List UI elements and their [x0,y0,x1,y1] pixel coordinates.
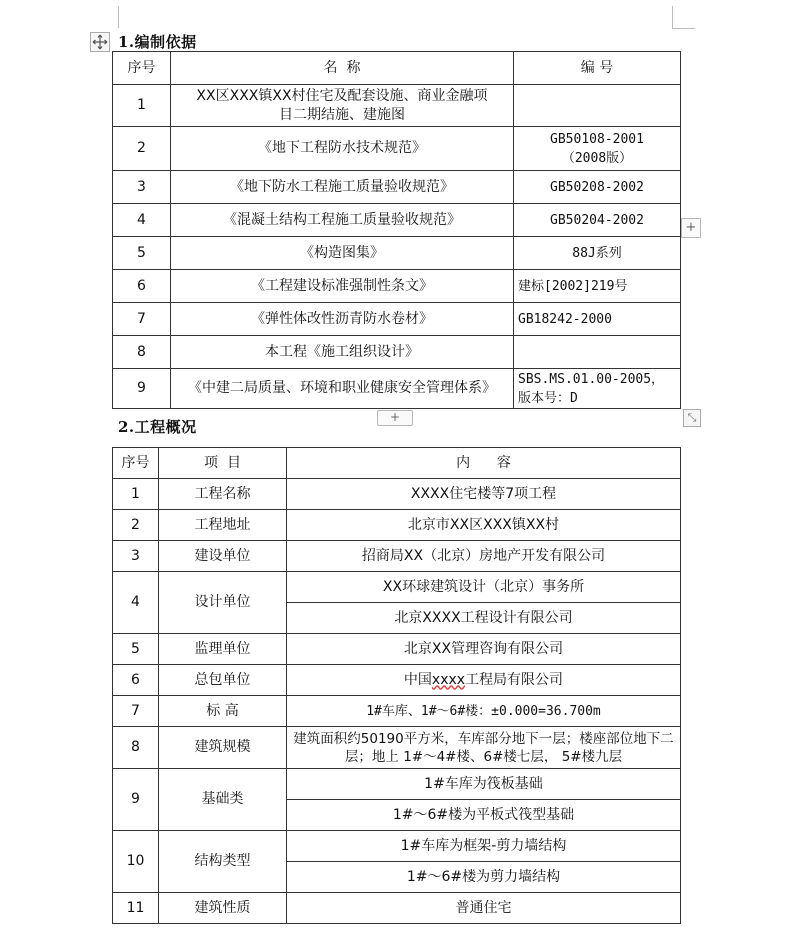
header-cell: 名 称 [171,52,514,85]
document-code: GB50108-2001（2008版） [514,127,681,171]
table-row [113,634,681,665]
row-number: 5 [113,237,171,270]
table-row [113,541,681,572]
document-name: 本工程《施工组织设计》 [171,336,514,369]
table-row [113,127,681,171]
document-code: SBS.MS.01.00-2005，版本号：D [514,369,681,409]
row-number: 11 [113,893,159,924]
item-content: 北京XX管理咨询有限公司 [287,634,681,665]
table-row [113,665,681,696]
document-code [514,85,681,127]
row-number: 8 [113,336,171,369]
item-label: 结构类型 [159,831,287,893]
header-cell: 序号 [113,448,159,479]
row-number: 3 [113,541,159,572]
basis-table [112,51,681,409]
item-content: 1#～6#楼为平板式筏型基础 [287,800,681,831]
item-label: 标 高 [159,696,287,727]
header-cell: 编 号 [514,52,681,85]
table-row [113,85,681,127]
row-number: 3 [113,171,171,204]
add-column-button[interactable]: + [681,218,701,238]
row-number: 8 [113,727,159,769]
table-row [113,171,681,204]
content-prefix: 中国 [403,671,432,688]
table-header-row [113,448,681,479]
row-number: 1 [113,479,159,510]
row-number: 4 [113,204,171,237]
item-label: 建设单位 [159,541,287,572]
item-content: XXXX住宅楼等7项工程 [287,479,681,510]
item-label: 建筑规模 [159,727,287,769]
table-row [113,769,681,800]
item-content: 普通住宅 [287,893,681,924]
table-row [113,572,681,603]
item-label: 设计单位 [159,572,287,634]
table-row [113,510,681,541]
item-label: 建筑性质 [159,893,287,924]
document-name: 《混凝土结构工程施工质量验收规范》 [171,204,514,237]
table-row [113,479,681,510]
header-cell: 序号 [113,52,171,85]
move-arrows-icon [91,33,109,51]
add-row-button[interactable]: + [377,410,413,426]
document-code: GB18242-2000 [514,303,681,336]
item-content [287,665,681,696]
item-content: 1#车库为筏板基础 [287,769,681,800]
item-label: 基础类 [159,769,287,831]
item-content: 北京XXXX工程设计有限公司 [287,603,681,634]
section1-heading: 1.编制依据 [118,33,197,51]
row-number: 1 [113,85,171,127]
item-content: XX环球建筑设计（北京）事务所 [287,572,681,603]
document-name: 《工程建设标准强制性条文》 [171,270,514,303]
header-cell: 项 目 [159,448,287,479]
row-number: 5 [113,634,159,665]
item-content: 1#～6#楼为剪力墙结构 [287,862,681,893]
table-row [113,893,681,924]
table-move-handle[interactable] [90,32,110,52]
document-name: 《构造图集》 [171,237,514,270]
row-number: 7 [113,696,159,727]
row-number: 6 [113,270,171,303]
table-row [113,336,681,369]
row-number: 7 [113,303,171,336]
row-number: 2 [113,510,159,541]
row-number: 2 [113,127,171,171]
item-label: 总包单位 [159,665,287,696]
row-number: 9 [113,369,171,409]
row-number: 10 [113,831,159,893]
item-label: 工程名称 [159,479,287,510]
header-cell: 内 容 [287,448,681,479]
page-corner-top-right [672,6,695,29]
table-row [113,727,681,769]
table-resize-handle[interactable]: ⤡ [683,409,701,427]
page-corner-top-left [118,6,119,28]
item-content: 北京市XX区XXX镇XX村 [287,510,681,541]
table-row [113,369,681,409]
table-row [113,303,681,336]
content-suffix: 工程局有限公司 [465,671,564,688]
document-name: XX区XXX镇XX村住宅及配套设施、商业金融项目二期结施、建施图 [171,85,514,127]
document-name: 《中建二局质量、环境和职业健康安全管理体系》 [171,369,514,409]
item-content: 建筑面积约50190平方米，车库部分地下一层；楼座部位地下二层；地上 1#～4#楼、6#楼七层， 5#楼九层 [287,727,681,769]
table-header-row [113,52,681,85]
document-code [514,336,681,369]
document-name: 《地下工程防水技术规范》 [171,127,514,171]
document-code: 88J系列 [514,237,681,270]
document-name: 《地下防水工程施工质量验收规范》 [171,171,514,204]
row-number: 9 [113,769,159,831]
item-content: 1#车库为框架-剪力墙结构 [287,831,681,862]
table-row [113,831,681,862]
item-label: 监理单位 [159,634,287,665]
row-number: 6 [113,665,159,696]
document-code: 建标[2002]219号 [514,270,681,303]
document-code: GB50208-2002 [514,171,681,204]
row-number: 4 [113,572,159,634]
item-label: 工程地址 [159,510,287,541]
table-row [113,204,681,237]
section2-heading: 2.工程概况 [118,418,197,436]
spellcheck-flagged-text: xxxx [431,671,466,688]
table-row [113,270,681,303]
document-code: GB50204-2002 [514,204,681,237]
document-name: 《弹性体改性沥青防水卷材》 [171,303,514,336]
table-row [113,237,681,270]
item-content: 1#车库、1#～6#楼：±0.000=36.700m [287,696,681,727]
item-content: 招商局XX（北京）房地产开发有限公司 [287,541,681,572]
table-row [113,696,681,727]
overview-table [112,447,681,924]
